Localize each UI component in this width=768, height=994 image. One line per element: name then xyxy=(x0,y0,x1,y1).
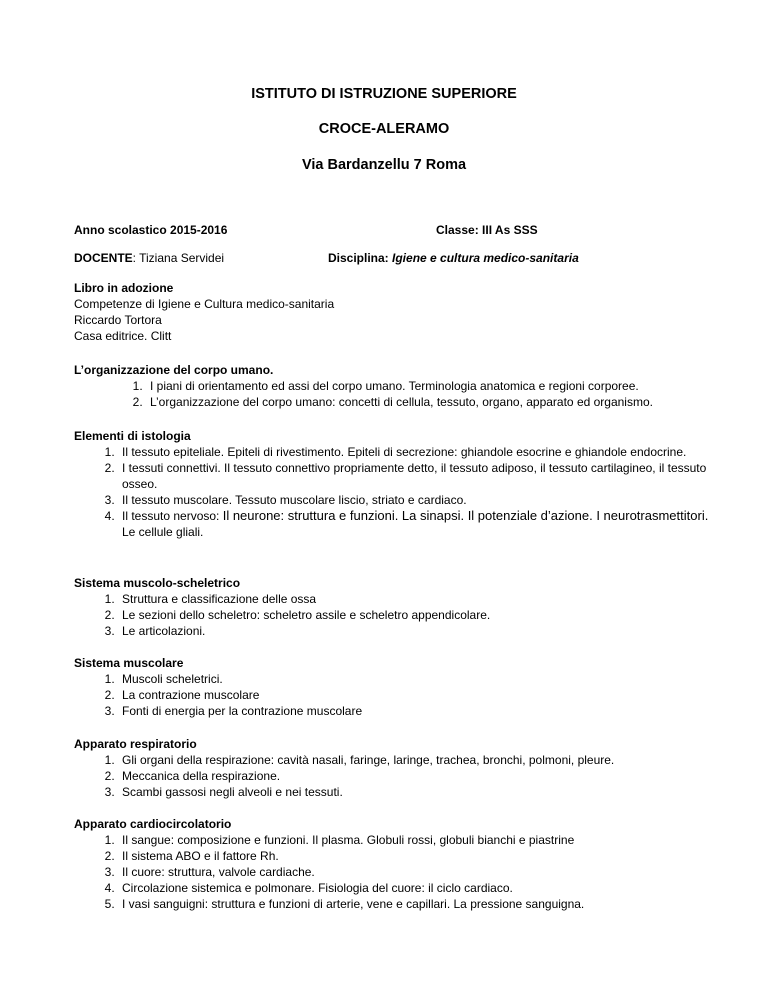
subject-name: Igiene e cultura medico-sanitaria xyxy=(392,251,579,265)
section-respiratorio xyxy=(74,736,714,800)
list-item: 1. I piani di orientamento ed assi del corpo umano. Terminologia anatomica e regioni corporee. xyxy=(146,378,714,394)
list-item: 1. Il sangue: composizione e funzioni. Il plasma. Globuli rossi, globuli bianchi e piastrine xyxy=(118,832,714,848)
list-item: 2. Meccanica della respirazione. xyxy=(118,768,714,784)
subject-label: Disciplina: xyxy=(328,251,393,265)
section-title: Apparato respiratorio xyxy=(74,737,197,751)
textbook-title: Libro in adozione xyxy=(74,281,174,295)
list-item: 4. Circolazione sistemica e polmonare. Fisiologia del cuore: il ciclo cardiaco. xyxy=(118,880,714,896)
list-item: 3. Le articolazioni. xyxy=(118,623,714,639)
list-item: 1. Gli organi della respirazione: cavità nasali, faringe, laringe, trachea, bronchi, polmoni, pleure. xyxy=(118,752,714,768)
list-item: 2. Il sistema ABO e il fattore Rh. xyxy=(118,848,714,864)
section-istologia xyxy=(74,428,714,540)
topic-list xyxy=(74,671,714,719)
list-item: 2. Le sezioni dello scheletro: scheletro assile e scheletro appendicolare. xyxy=(118,607,714,623)
topic-list xyxy=(74,752,714,800)
list-item: 2. La contrazione muscolare xyxy=(118,687,714,703)
list-item: 1. Il tessuto epiteliale. Epiteli di rivestimento. Epiteli di secrezione: ghiandole esocrine e ghiandole endocrine. xyxy=(118,444,714,460)
section-organizzazione xyxy=(74,362,714,410)
list-item: 3. Il cuore: struttura, valvole cardiache. xyxy=(118,864,714,880)
list-item: 1. Struttura e classificazione delle ossa xyxy=(118,591,714,607)
list-item-part: Il neurone: struttura e funzioni. La sinapsi. Il potenziale d’azione. I neurotrasmettitori. xyxy=(222,508,709,523)
section-title: Sistema muscolo-scheletrico xyxy=(74,576,241,590)
school-type-heading: ISTITUTO DI ISTRUZIONE SUPERIORE xyxy=(251,86,517,102)
list-item: 2. I tessuti connettivi. Il tessuto connettivo propriamente detto, il tessuto adiposo, il tessuto cartilagineo, il tessuto osseo. xyxy=(118,460,714,492)
list-item: 3. Il tessuto muscolare. Tessuto muscolare liscio, striato e cardiaco. xyxy=(118,492,714,508)
list-item xyxy=(118,508,714,540)
section-cardio xyxy=(74,816,714,912)
topic-list xyxy=(74,378,714,410)
teacher-line xyxy=(74,251,224,265)
list-item: 3. Fonti di energia per la contrazione muscolare xyxy=(118,703,714,719)
section-title: L’organizzazione del corpo umano. xyxy=(74,363,274,377)
textbook-line: Casa editrice. Clitt xyxy=(74,329,172,343)
list-item-part: Il tessuto nervoso: xyxy=(122,509,223,523)
list-item: 5. I vasi sanguigni: struttura e funzioni di arterie, vene e capillari. La pressione sanguigna. xyxy=(118,896,714,912)
section-scheletrico xyxy=(74,575,714,639)
textbook-block xyxy=(74,280,714,344)
teacher-name: : Tiziana Servidei xyxy=(132,251,225,265)
topic-list xyxy=(74,832,714,912)
section-title: Sistema muscolare xyxy=(74,656,184,670)
subject-line xyxy=(328,251,579,265)
textbook-line: Riccardo Tortora xyxy=(74,313,162,327)
list-item-part: Le cellule gliali. xyxy=(122,525,204,539)
school-name-heading: CROCE-ALERAMO xyxy=(318,121,450,137)
class-label: Classe: III As SSS xyxy=(436,223,538,237)
list-item: 3. Scambi gassosi negli alveoli e nei tessuti. xyxy=(118,784,714,800)
teacher-label: DOCENTE xyxy=(74,251,133,265)
section-title: Elementi di istologia xyxy=(74,429,191,443)
section-muscolare xyxy=(74,655,714,719)
list-item: 2. L’organizzazione del corpo umano: concetti di cellula, tessuto, organo, apparato ed organismo. xyxy=(146,394,714,410)
list-item: 1. Muscoli scheletrici. xyxy=(118,671,714,687)
textbook-line: Competenze di Igiene e Cultura medico-sanitaria xyxy=(74,297,335,311)
school-address-heading: Via Bardanzellu 7 Roma xyxy=(301,157,467,173)
topic-list xyxy=(74,591,714,639)
topic-list xyxy=(74,444,714,540)
school-year: Anno scolastico 2015-2016 xyxy=(74,223,228,237)
section-title: Apparato cardiocircolatorio xyxy=(74,817,232,831)
